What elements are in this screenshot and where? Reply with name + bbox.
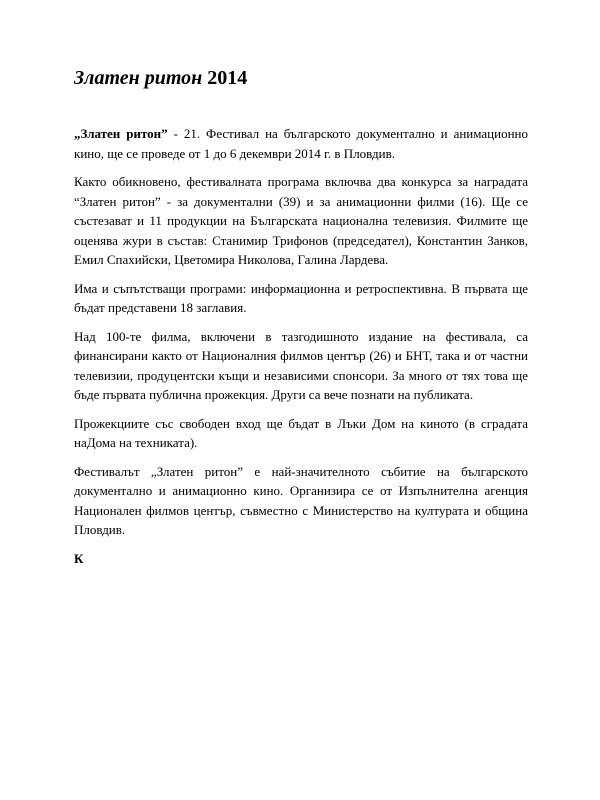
paragraph-financing: [74, 327, 528, 405]
paragraph-screenings: [74, 414, 528, 453]
paragraph-side-programs-text: Има и съпътстващи програми: информационна и ретроспективна. В първата ще бъдат представени 18 заглавия.: [74, 280, 528, 315]
paragraph-side-programs: [74, 279, 528, 318]
paragraph-financing-text: Над 100-те филма, включени в тазгодишното издание на фестивала, са финансирани както от Националния филмов център (26) и БНТ, така и от частни телевизии, продуцентски къщи и независими спонсори. За много от тях това ще бъде първата публична прожекция. Други са вече познати на публиката.: [74, 328, 528, 402]
title-name: Златен ритон: [74, 67, 203, 89]
page-title: [74, 66, 247, 90]
paragraph-organizers: [74, 462, 528, 540]
paragraph-organizers-text: Фестивалът „Златен ритон” е най-значителното събитие на българското документално и анимационно кино. Организира се от Изпълнителна агенция Национален филмов център, съвместно с Министерство на културата и община Пловдив.: [74, 463, 528, 537]
title-year: 2014: [207, 67, 248, 89]
paragraph-intro-text: - 21. Фестивал на българското документално и анимационно кино, ще се проведе от 1 до 6 декември 2014 г. в Пловдив.: [74, 126, 528, 161]
article-body: [74, 124, 528, 568]
paragraph-screenings-text: Прожекциите със свободен вход ще бъдат в Лъки Дом на киното (в сградата наДома на техниката).: [74, 415, 528, 450]
paragraph-program: [74, 172, 528, 270]
closing-letter: К: [74, 550, 84, 566]
paragraph-program-text: Както обикновено, фестивалната програма включва два конкурса за наградата “Златен ритон” - за документални (39) и за анимационни филми (16). Ще се състезават и 11 продукции на Българската национална телевизия. Филмите ще оценява жури в състав: Станимир Трифонов (председател), Константин Занков, Емил Спахийски, Цветомира Николова, Галина Лардева.: [74, 174, 528, 267]
festival-name-bold: „Златен ритон”: [74, 126, 168, 141]
paragraph-intro: [74, 124, 528, 163]
